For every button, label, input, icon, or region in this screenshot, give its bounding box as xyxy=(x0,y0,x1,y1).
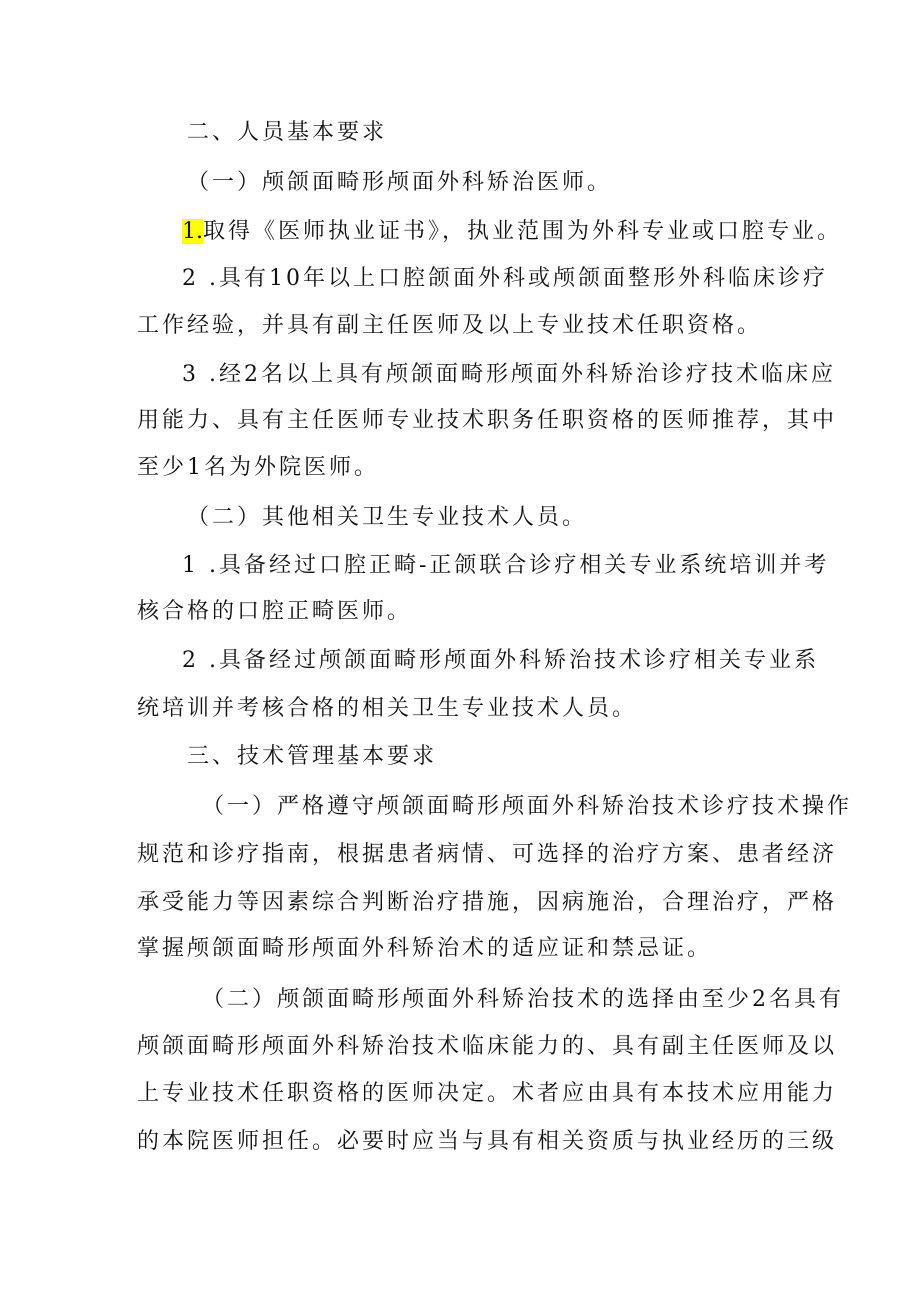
section-heading-technical-management: 三、技术管理基本要求 xyxy=(187,744,438,769)
paragraph-line: 上专业技术任职资格的医师决定。术者应由具有本技术应用能力 xyxy=(137,1081,838,1106)
subsection-heading-other-staff: （二）其他相关卫生专业技术人员。 xyxy=(187,505,588,530)
paragraph-line: 的本院医师担任。必要时应当与具有相关资质与执业经历的三级 xyxy=(137,1129,838,1154)
paragraph-line: （一）严格遵守颅颌面畸形颅面外科矫治技术诊疗技术操作 xyxy=(202,794,853,819)
paragraph-line: 2 .具备经过颅颌面畸形颅面外科矫治技术诊疗相关专业系 xyxy=(182,648,819,673)
paragraph-line xyxy=(182,217,842,247)
highlighted-item-number: 1. xyxy=(182,219,203,244)
paragraph-line: 至少1名为外院医师。 xyxy=(137,455,379,480)
paragraph-line: 用能力、具有主任医师专业技术职务任职资格的医师推荐，其中 xyxy=(137,408,838,433)
paragraph-line: 统培训并考核合格的相关卫生专业技术人员。 xyxy=(137,696,638,721)
paragraph-line: 承受能力等因素综合判断治疗措施，因病施治，合理治疗，严格 xyxy=(137,890,838,915)
subsection-heading-physicians: （一）颅颌面畸形颅面外科矫治医师。 xyxy=(187,170,613,195)
paragraph-text: 取得《医师执业证书》，执业范围为外科专业或口腔专业。 xyxy=(203,219,843,244)
paragraph-line: 2 .具有10年以上口腔颌面外科或颅颌面整形外科临床诊疗 xyxy=(182,266,828,291)
paragraph-line: 核合格的口腔正畸医师。 xyxy=(137,599,413,624)
paragraph-line: 1 .具备经过口腔正畸-正颌联合诊疗相关专业系统培训并考 xyxy=(182,553,830,578)
paragraph-line: 颅颌面畸形颅面外科矫治技术临床能力的、具有副主任医师及以 xyxy=(137,1034,838,1059)
section-heading-personnel: 二、人员基本要求 xyxy=(187,120,388,145)
paragraph-line: （二）颅颌面畸形颅面外科矫治技术的选择由至少2名具有 xyxy=(202,987,844,1012)
paragraph-line: 工作经验，并具有副主任医师及以上专业技术任职资格。 xyxy=(137,313,763,338)
paragraph-line: 3 .经2名以上具有颅颌面畸形颅面外科矫治诊疗技术临床应 xyxy=(182,362,836,387)
paragraph-line: 掌握颅颌面畸形颅面外科矫治术的适应证和禁忌证。 xyxy=(137,936,713,961)
paragraph-line: 规范和诊疗指南，根据患者病情、可选择的治疗方案、患者经济 xyxy=(137,842,838,867)
